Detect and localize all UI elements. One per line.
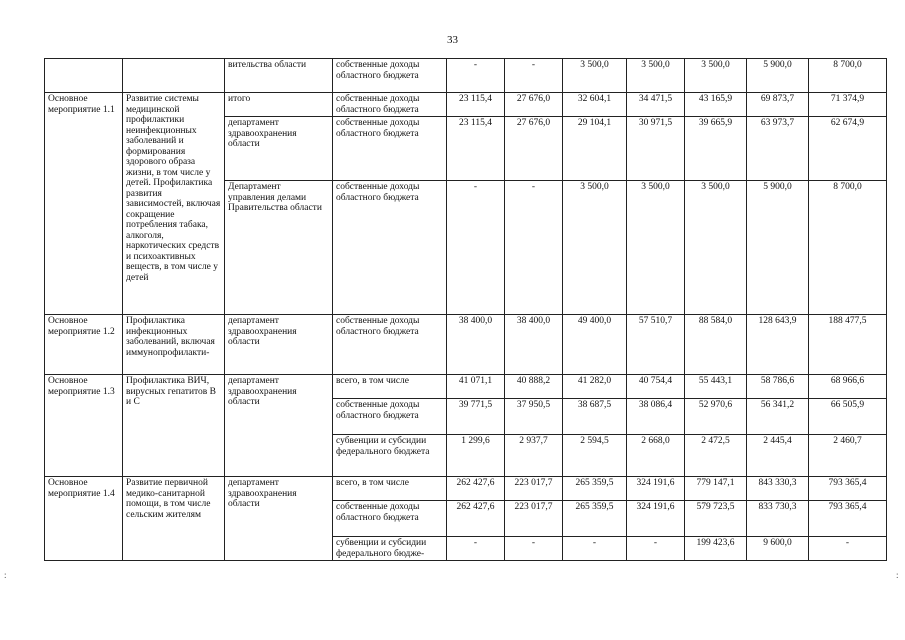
funding-source-cell: собственные доходы областного бюджета — [333, 59, 447, 93]
value-cell: 52 970,6 — [685, 399, 747, 435]
value-cell: - — [505, 537, 563, 561]
value-cell: 57 510,7 — [627, 315, 685, 375]
value-cell: - — [563, 537, 627, 561]
table-row — [45, 59, 887, 93]
value-cell: 38 400,0 — [505, 315, 563, 375]
value-cell: 43 165,9 — [685, 93, 747, 117]
event-id-cell: Основное мероприятие 1.3 — [45, 375, 123, 477]
value-cell: 27 676,0 — [505, 93, 563, 117]
value-cell: 223 017,7 — [505, 477, 563, 501]
budget-table — [44, 58, 887, 561]
value-cell: 71 374,9 — [809, 93, 887, 117]
value-cell: 262 427,6 — [447, 501, 505, 537]
value-cell: 41 071,1 — [447, 375, 505, 399]
value-cell: 32 604,1 — [563, 93, 627, 117]
value-cell: 793 365,4 — [809, 477, 887, 501]
budget-table-sheet — [44, 58, 886, 561]
value-cell: - — [505, 181, 563, 315]
value-cell: 66 505,9 — [809, 399, 887, 435]
value-cell: - — [627, 537, 685, 561]
value-cell: 34 471,5 — [627, 93, 685, 117]
value-cell: 265 359,5 — [563, 477, 627, 501]
value-cell: - — [505, 59, 563, 93]
value-cell: 38 086,4 — [627, 399, 685, 435]
value-cell: 9 600,0 — [747, 537, 809, 561]
value-cell: 3 500,0 — [627, 181, 685, 315]
value-cell: 2 594,5 — [563, 435, 627, 477]
executor-cell: департамент здравоохранения области — [225, 315, 333, 375]
value-cell: 223 017,7 — [505, 501, 563, 537]
value-cell: 55 443,1 — [685, 375, 747, 399]
table-row — [45, 315, 887, 375]
value-cell: 5 900,0 — [747, 59, 809, 93]
value-cell: - — [809, 537, 887, 561]
table-row — [45, 93, 887, 117]
funding-source-cell: собственные доходы областного бюджета — [333, 181, 447, 315]
table-row — [45, 375, 887, 399]
value-cell: 2 937,7 — [505, 435, 563, 477]
funding-source-cell: всего, в том числе — [333, 375, 447, 399]
value-cell: 38 687,5 — [563, 399, 627, 435]
value-cell: 579 723,5 — [685, 501, 747, 537]
value-cell: 3 500,0 — [563, 181, 627, 315]
value-cell: 262 427,6 — [447, 477, 505, 501]
executor-cell: департамент здравоохранения области — [225, 117, 333, 181]
event-name-cell — [123, 59, 225, 93]
value-cell: 843 330,3 — [747, 477, 809, 501]
value-cell: 38 400,0 — [447, 315, 505, 375]
value-cell: 324 191,6 — [627, 477, 685, 501]
value-cell: 40 888,2 — [505, 375, 563, 399]
event-name-cell: Профилактика ВИЧ, вирусных гепатитов В и С — [123, 375, 225, 477]
value-cell: 63 973,7 — [747, 117, 809, 181]
value-cell: 2 472,5 — [685, 435, 747, 477]
funding-source-cell: собственные доходы областного бюджета — [333, 93, 447, 117]
value-cell: 39 665,9 — [685, 117, 747, 181]
value-cell: 40 754,4 — [627, 375, 685, 399]
executor-cell: Департамент управления делами Правительства области — [225, 181, 333, 315]
executor-cell: вительства области — [225, 59, 333, 93]
right-edge-mark: : — [896, 570, 899, 580]
value-cell: 23 115,4 — [447, 93, 505, 117]
value-cell: 49 400,0 — [563, 315, 627, 375]
value-cell: 27 676,0 — [505, 117, 563, 181]
value-cell: 68 966,6 — [809, 375, 887, 399]
value-cell: - — [447, 537, 505, 561]
value-cell: 779 147,1 — [685, 477, 747, 501]
funding-source-cell: субвенции и субсидии федерального бюдже- — [333, 537, 447, 561]
value-cell: 833 730,3 — [747, 501, 809, 537]
value-cell: 39 771,5 — [447, 399, 505, 435]
value-cell: 793 365,4 — [809, 501, 887, 537]
value-cell: 41 282,0 — [563, 375, 627, 399]
value-cell: 5 900,0 — [747, 181, 809, 315]
value-cell: 58 786,6 — [747, 375, 809, 399]
funding-source-cell: субвенции и субсидии федерального бюджета — [333, 435, 447, 477]
value-cell: 56 341,2 — [747, 399, 809, 435]
event-name-cell: Профилактика инфекционных заболеваний, включая иммунопрофилакти- — [123, 315, 225, 375]
value-cell: 88 584,0 — [685, 315, 747, 375]
value-cell: 69 873,7 — [747, 93, 809, 117]
value-cell: 2 460,7 — [809, 435, 887, 477]
value-cell: 128 643,9 — [747, 315, 809, 375]
page-number: 33 — [447, 34, 458, 46]
event-id-cell: Основное мероприятие 1.2 — [45, 315, 123, 375]
value-cell: 3 500,0 — [685, 181, 747, 315]
event-id-cell: Основное мероприятие 1.1 — [45, 93, 123, 315]
value-cell: 1 299,6 — [447, 435, 505, 477]
value-cell: 2 668,0 — [627, 435, 685, 477]
value-cell: - — [447, 59, 505, 93]
value-cell: 62 674,9 — [809, 117, 887, 181]
funding-source-cell: собственные доходы областного бюджета — [333, 399, 447, 435]
funding-source-cell: собственные доходы областного бюджета — [333, 117, 447, 181]
value-cell: 188 477,5 — [809, 315, 887, 375]
value-cell: 29 104,1 — [563, 117, 627, 181]
value-cell: 3 500,0 — [563, 59, 627, 93]
funding-source-cell: собственные доходы областного бюджета — [333, 315, 447, 375]
value-cell: 30 971,5 — [627, 117, 685, 181]
value-cell: 8 700,0 — [809, 181, 887, 315]
value-cell: 37 950,5 — [505, 399, 563, 435]
left-edge-mark: : — [4, 570, 7, 580]
value-cell: 2 445,4 — [747, 435, 809, 477]
event-name-cell: Развитие первичной медико-санитарной помощи, в том числе сельским жителям — [123, 477, 225, 561]
executor-cell: итого — [225, 93, 333, 117]
value-cell: - — [447, 181, 505, 315]
value-cell: 265 359,5 — [563, 501, 627, 537]
executor-cell: департамент здравоохранения области — [225, 375, 333, 477]
event-cell — [45, 59, 123, 93]
value-cell: 3 500,0 — [685, 59, 747, 93]
value-cell: 23 115,4 — [447, 117, 505, 181]
value-cell: 324 191,6 — [627, 501, 685, 537]
executor-cell: департамент здравоохранения области — [225, 477, 333, 561]
event-id-cell: Основное мероприятие 1.4 — [45, 477, 123, 561]
value-cell: 199 423,6 — [685, 537, 747, 561]
funding-source-cell: всего, в том числе — [333, 477, 447, 501]
table-row — [45, 477, 887, 501]
value-cell: 3 500,0 — [627, 59, 685, 93]
funding-source-cell: собственные доходы областного бюджета — [333, 501, 447, 537]
value-cell: 8 700,0 — [809, 59, 887, 93]
event-name-cell: Развитие системы медицинской профилактики неинфекционных заболеваний и формирования здорового образа жизни, в том числе у детей. Профилактика развития зависимостей, включая сокращение потребления табака, алкоголя, наркотических средств и психоактивных веществ, в том числе у детей — [123, 93, 225, 315]
